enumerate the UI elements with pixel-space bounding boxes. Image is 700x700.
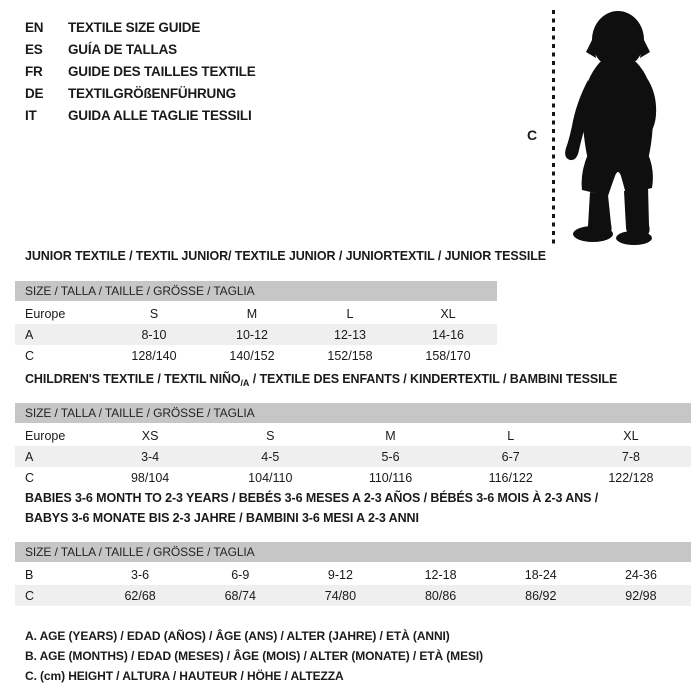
guide-title: GUIDA ALLE TAGLIE TESSILI (68, 107, 252, 123)
footnote-c: C. (cm) HEIGHT / ALTURA / HAUTEUR / HÖHE / ALTEZZA (25, 669, 344, 683)
guide-title: GUIDE DES TAILLES TEXTILE (68, 63, 256, 79)
language-title-list (25, 16, 256, 126)
value-cell: 6-7 (501, 449, 520, 464)
value-cell: 128/140 (131, 348, 177, 363)
value-cell: 8-10 (141, 327, 167, 342)
guide-title: TEXTILE SIZE GUIDE (68, 19, 201, 35)
value-cell: 158/170 (425, 348, 471, 363)
value-cell: 10-12 (236, 327, 268, 342)
value-cell: 92/98 (625, 588, 657, 603)
section-title-junior: JUNIOR TEXTILE / TEXTIL JUNIOR/ TEXTILE JUNIOR / JUNIORTEXTIL / JUNIOR TESSILE (25, 249, 546, 263)
value-cell: 68/74 (224, 588, 256, 603)
height-measure-label: C (527, 127, 538, 143)
toddler-silhouette-icon (560, 8, 672, 246)
size-cell: XL (440, 306, 456, 321)
table-row-europe (15, 303, 497, 324)
value-cell: 3-6 (131, 567, 150, 582)
language-code: ES (25, 41, 43, 57)
table-row-age (15, 446, 691, 467)
table-row-age (15, 324, 497, 345)
junior-size-table (15, 281, 497, 366)
section-title-part: CHILDREN'S TEXTILE / TEXTIL NIÑO (25, 372, 241, 386)
language-row-fr (25, 60, 256, 82)
section-title-subscript: /A (240, 378, 250, 388)
row-label: B (25, 567, 34, 582)
size-cell: XS (141, 428, 159, 443)
value-cell: 18-24 (524, 567, 557, 582)
value-cell: 122/128 (608, 470, 654, 485)
language-row-de (25, 82, 256, 104)
size-cell: XL (623, 428, 639, 443)
row-label: C (25, 470, 35, 485)
children-size-table (15, 403, 691, 488)
value-cell: 80/86 (424, 588, 457, 603)
height-measure-line (552, 10, 555, 244)
value-cell: 14-16 (432, 327, 464, 342)
table-row-europe (15, 425, 691, 446)
size-header-bar: SIZE / TALLA / TAILLE / GRÖSSE / TAGLIA (15, 403, 691, 423)
section-title-children (25, 372, 617, 388)
table-row-height (15, 345, 497, 366)
language-row-es (25, 38, 256, 60)
language-row-en (25, 16, 256, 38)
section-title-part: / TEXTILE DES ENFANTS / KINDERTEXTIL / BAMBINI TESSILE (249, 372, 618, 386)
value-cell: 6-9 (231, 567, 250, 582)
babies-size-table (15, 542, 691, 606)
table-row-height (15, 585, 691, 606)
size-header-bar: SIZE / TALLA / TAILLE / GRÖSSE / TAGLIA (15, 542, 691, 562)
value-cell: 9-12 (327, 567, 353, 582)
size-cell: L (346, 306, 354, 321)
section-title-line1: BABIES 3-6 MONTH TO 2-3 YEARS / BEBÉS 3-6 MESES A 2-3 AÑOS / BÉBÉS 3-6 MOIS À 2-3 ANS / (25, 491, 599, 505)
value-cell: 7-8 (621, 449, 640, 464)
value-cell: 116/122 (488, 470, 533, 485)
language-code: FR (25, 63, 43, 79)
row-label: C (25, 348, 35, 363)
value-cell: 4-5 (261, 449, 280, 464)
guide-title: TEXTILGRÖßENFÜHRUNG (68, 85, 236, 101)
value-cell: 152/158 (327, 348, 373, 363)
language-row-it (25, 104, 256, 126)
value-cell: 12-13 (334, 327, 366, 342)
value-cell: 24-36 (624, 567, 657, 582)
value-cell: 104/110 (248, 470, 293, 485)
section-title-line2: BABYS 3-6 MONATE BIS 2-3 JAHRE / BAMBINI 3-6 MESI A 2-3 ANNI (25, 511, 419, 525)
value-cell: 110/116 (368, 470, 413, 485)
row-label: Europe (25, 428, 66, 443)
guide-title: GUÍA DE TALLAS (68, 41, 177, 57)
size-cell: M (246, 306, 258, 321)
size-header-bar: SIZE / TALLA / TAILLE / GRÖSSE / TAGLIA (15, 281, 497, 301)
section-title-babies (25, 488, 665, 528)
size-cell: L (507, 428, 515, 443)
table-row-months (15, 564, 691, 585)
value-cell: 140/152 (229, 348, 275, 363)
language-code: IT (25, 107, 37, 123)
value-cell: 62/68 (124, 588, 156, 603)
language-code: EN (25, 19, 44, 35)
table-row-height (15, 467, 691, 488)
value-cell: 5-6 (381, 449, 400, 464)
footnote-b: B. AGE (MONTHS) / EDAD (MESES) / ÂGE (MOIS) / ALTER (MONATE) / ETÀ (MESI) (25, 649, 484, 663)
footnote-legend (25, 626, 483, 686)
footnote-a: A. AGE (YEARS) / EDAD (AÑOS) / ÂGE (ANS) / ALTER (JAHRE) / ETÀ (ANNI) (25, 629, 450, 643)
value-cell: 3-4 (141, 449, 160, 464)
value-cell: 12-18 (424, 567, 457, 582)
value-cell: 74/80 (324, 588, 357, 603)
row-label: Europe (25, 306, 66, 321)
row-label: A (25, 327, 34, 342)
size-cell: M (385, 428, 396, 443)
row-label: C (25, 588, 35, 603)
value-cell: 98/104 (130, 470, 170, 485)
value-cell: 86/92 (525, 588, 557, 603)
size-cell: S (149, 306, 159, 321)
row-label: A (25, 449, 34, 464)
size-cell: S (266, 428, 275, 443)
language-code: DE (25, 85, 44, 101)
